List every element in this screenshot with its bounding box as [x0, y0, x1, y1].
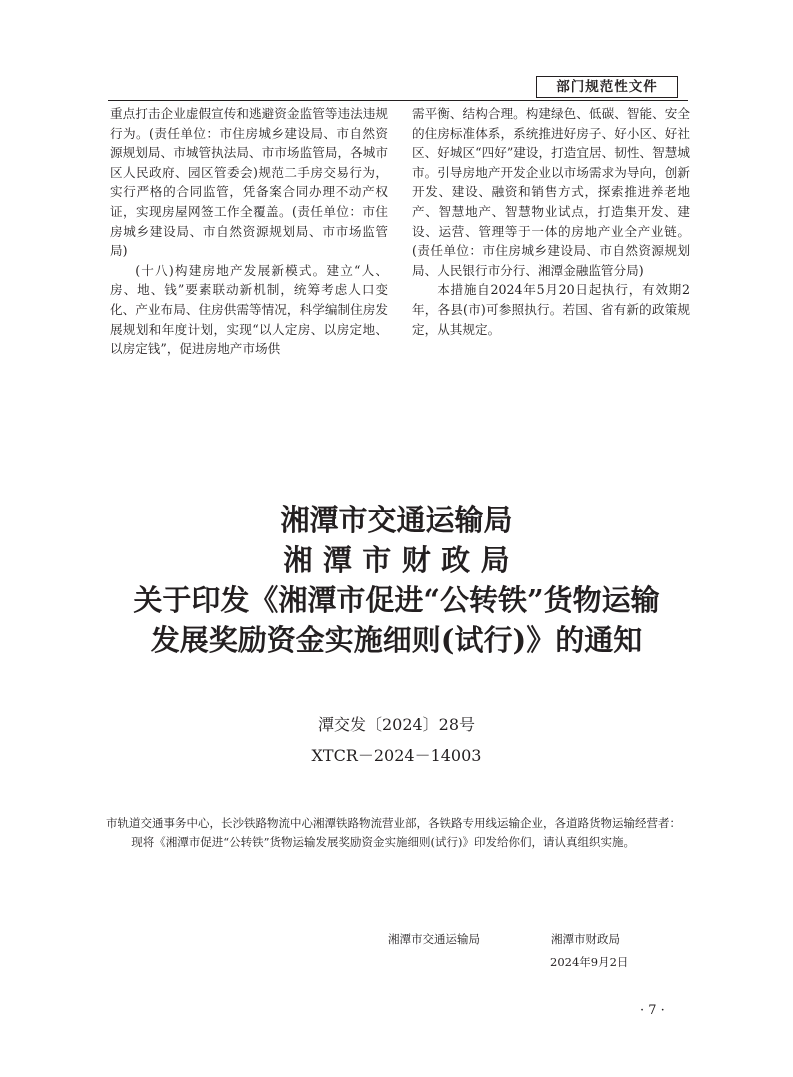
right-paragraph-1: 需平衡、结构合理。构建绿色、低碳、智能、安全的住房标准体系，系统推进好房子、好小区、好社区、好城区“四好”建设，打造宜居、韧性、智慧城市。引导房地产开发企业以市场需求为导向，创新开发、建设、融资和销售方式，探索推进养老地产、智慧地产、智慧物业试点，打造集开发、建设、运营、管理等于一体的房地产业全产业链。(责任单位：市住房城乡建设局、市自然资源规划局、人民银行市分行、湘潭金融监管分局) — [412, 106, 690, 278]
previous-article-right-column — [412, 104, 690, 339]
signature-issuer-2: 湘潭市财政局 — [551, 932, 620, 946]
section-label: 部门规范性文件 — [536, 76, 678, 98]
document-number: 潭交发〔2024〕28号 — [317, 715, 476, 734]
issuer-2-heading: 湘潭市财政局 — [283, 543, 521, 577]
notice-body — [106, 814, 692, 852]
header-rule — [108, 100, 688, 101]
notice-title-block — [0, 500, 793, 660]
left-paragraph-1: 重点打击企业虚假宣传和逃避资金监管等违法违规行为。(责任单位：市住房城乡建设局、市自然资源规划局、市城管执法局、市市场监管局，各城市区人民政府、园区管委会)规范二手房交易行为，实行严格的合同监管，凭备案合同办理不动产权证，实现房屋网签工作全覆盖。(责任单位：市住房城乡建设局、市自然资源规划局、市市场监管局) — [110, 106, 388, 259]
signature-issuer-1: 湘潭市交通运输局 — [388, 932, 480, 946]
issue-date: 2024年9月2日 — [550, 955, 629, 969]
previous-article-left-column — [110, 104, 388, 359]
registration-number: XTCR－2024－14003 — [311, 746, 482, 765]
page-number: · 7 · — [640, 1003, 665, 1018]
issuer-1-heading: 湘潭市交通运输局 — [280, 503, 513, 537]
right-paragraph-2: 本措施自2024年5月20日起执行，有效期2年，各县(市)可参照执行。若国、省有新的政策规定，从其规定。 — [412, 282, 690, 337]
notice-title-line-2: 发展奖励资金实施细则(试行)》的通知 — [150, 623, 643, 657]
left-paragraph-2: (十八)构建房地产发展新模式。建立“人、房、地、钱”要素联动新机制，统筹考虑人口变化、产业布局、住房供需等情况，科学编制住房发展规划和年度计划，实现“以人定房、以房定地、以房定钱”，促进房地产市场供 — [110, 262, 388, 357]
addressees: 市轨道交通事务中心，长沙铁路物流中心湘潭铁路物流营业部，各铁路专用线运输企业，各道路货物运输经营者： — [106, 816, 681, 830]
notice-content: 现将《湘潭市促进“公转铁”货物运输发展奖励资金实施细则(试行)》印发给你们，请认真组织实施。 — [131, 835, 636, 849]
notice-title-line-1: 关于印发《湘潭市促进“公转铁”货物运输 — [133, 583, 660, 617]
